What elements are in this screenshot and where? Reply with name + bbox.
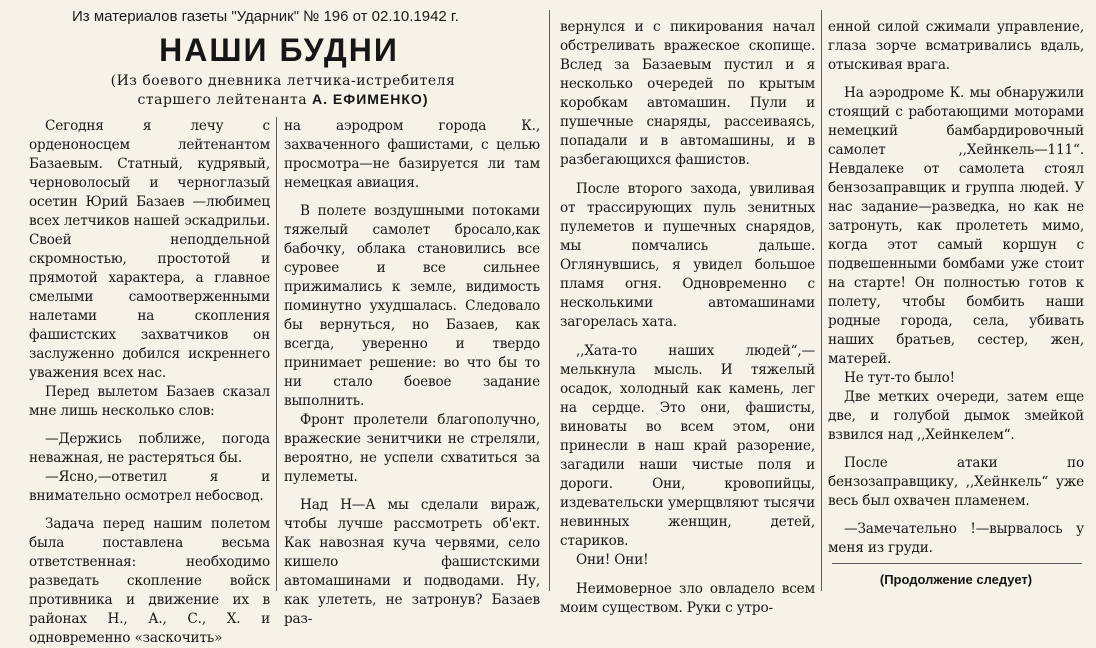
- paragraph: —Замечательно !—вырвалось у меня из груди.: [828, 521, 1084, 556]
- subtitle-rank: старшего лейтенанта: [137, 92, 308, 108]
- paragraph: енной силой сжимали управление, глаза зорче всматривались вдаль, отыскивая врага.: [828, 19, 1084, 73]
- paragraph: На аэродроме К. мы обнаружили стоящий с работающими моторами немецкий бамбардировочный самолет ,,Хейнкель—111“. Невдалеке от самолета стоял бензозаправщик и группа людей. У нас задание—разведка, но как не затронуть, как пролететь мимо, когда этот самый коршун с подвешенными бомбами уже стоит на старте! Он полностью готов к полету, чтобы бомбить наши родные города, села, убивать наших братьев, сестер, жен, матерей.: [828, 85, 1084, 367]
- continued-note: (Продолжение следует): [879, 572, 1033, 587]
- column-divider: [821, 10, 822, 591]
- paragraph: Неимоверное зло овладело всем моим существом. Руки с утро-: [560, 581, 815, 616]
- paragraph: вернулся и с пикирования начал обстреливать вражеское скопище. Вслед за Базаевым пустил и я несколько очередей по крытым коробкам автомашин. Пули и пушечные снаряды, рассеиваясь, попадали и в автомашины, и в разбегающихся фашистов.: [560, 19, 815, 168]
- paragraph: Над Н—А мы сделали вираж, чтобы лучше рассмотреть об'ект. Как навозная куча червями, село кишело фашистскими автомашинами и подводами. Ну, как улететь, не затронув? Базаев раз-: [284, 497, 540, 627]
- paragraph: В полете воздушными потоками тяжелый самолет бросало,как бабочку, облака становились все суровее и все сильнее прижимались к земле, видимость поминутно ухудшалась. Следовало бы вернуться, но Базаев, как всегда, уверенно и твердо принимает решение: во что бы то ни стало боевое задание выполнить.: [284, 203, 540, 409]
- article-subtitle: [78, 72, 488, 109]
- column-divider: [276, 117, 277, 591]
- text-column-3: [560, 18, 815, 618]
- subtitle-author: А. ЕФИМЕНКО): [312, 91, 429, 107]
- paragraph: После атаки по бензозаправщику, ,,Хейнкель“ уже весь был охвачен пламенем.: [828, 455, 1084, 509]
- subtitle-line-1: (Из боевого дневника летчика-истребителя: [110, 73, 456, 89]
- paragraph: Задача перед нашим полетом была поставлена весьма ответственная: необходимо разведать скопление войск противника и движение их в районах Н., А., С., Х. и одновременно «заскочить»: [29, 516, 270, 646]
- paragraph: Не тут-то было!: [844, 370, 955, 386]
- paragraph: После второго захода, увиливая от трассирующих пуль зенитных пулеметов и пушечных снарядов, мы помчались дальше. Оглянувшись, я увидел большое пламя огня. Одновременно с несколькими автомашинами загорелась хата.: [560, 181, 815, 330]
- subtitle-line-2: [78, 90, 488, 109]
- text-column-2: [284, 117, 540, 629]
- paragraph: Две метких очереди, затем еще две, и голубой дымок змейкой взвился над ,,Хейнкелем“.: [828, 389, 1084, 443]
- source-caption: Из материалов газеты "Ударник" № 196 от 02.10.1942 г.: [72, 8, 459, 25]
- continued-rule: [832, 563, 1082, 564]
- paragraph: —Ясно,—ответил я и внимательно осмотрел небосвод.: [29, 469, 270, 504]
- paragraph: ,,Хата-то наших людей“,— мелькнула мысль. И тяжелый осадок, холодный как камень, лег на сердце. Это они, фашисты, виноваты во всем этом, они принесли в наш край разорение, загадили наши чистые поля и дороги. Они, кровопийцы, издевательски умерщвляют тысячи невинных женщин, детей, стариков.: [560, 343, 815, 549]
- paragraph: Сегодня я лечу с орденоносцем лейтенантом Базаевым. Статный, кудрявый, черноволосый и черноглазый осетин Юрий Базаев —любимец всех летчиков нашей эскадрильи. Своей неподдельной скромностью, простотой и прямотой характера, а главное смелыми самоотверженными налетами на скопления фашистских захватчиков он заслуженно добился искреннего уважения всех нас.: [29, 118, 270, 381]
- paragraph: Перед вылетом Базаев сказал мне лишь несколько слов:: [29, 384, 270, 419]
- text-column-4: [828, 18, 1084, 558]
- paragraph: —Держись поближе, погода неважная, не растеряться бы.: [29, 431, 270, 466]
- paragraph: Фронт пролетели благополучно, вражеские зенитчики не стреляли, вероятно, не успели схватиться за пулеметы.: [284, 412, 540, 485]
- column-divider: [549, 10, 550, 591]
- text-column-1: [29, 117, 270, 648]
- article-title: НАШИ БУДНИ: [159, 32, 399, 68]
- paragraph: Они! Они!: [576, 552, 649, 568]
- paragraph: на аэродром города К., захваченного фашистами, с целью просмотра—не базируется ли там немецкая авиация.: [284, 118, 540, 191]
